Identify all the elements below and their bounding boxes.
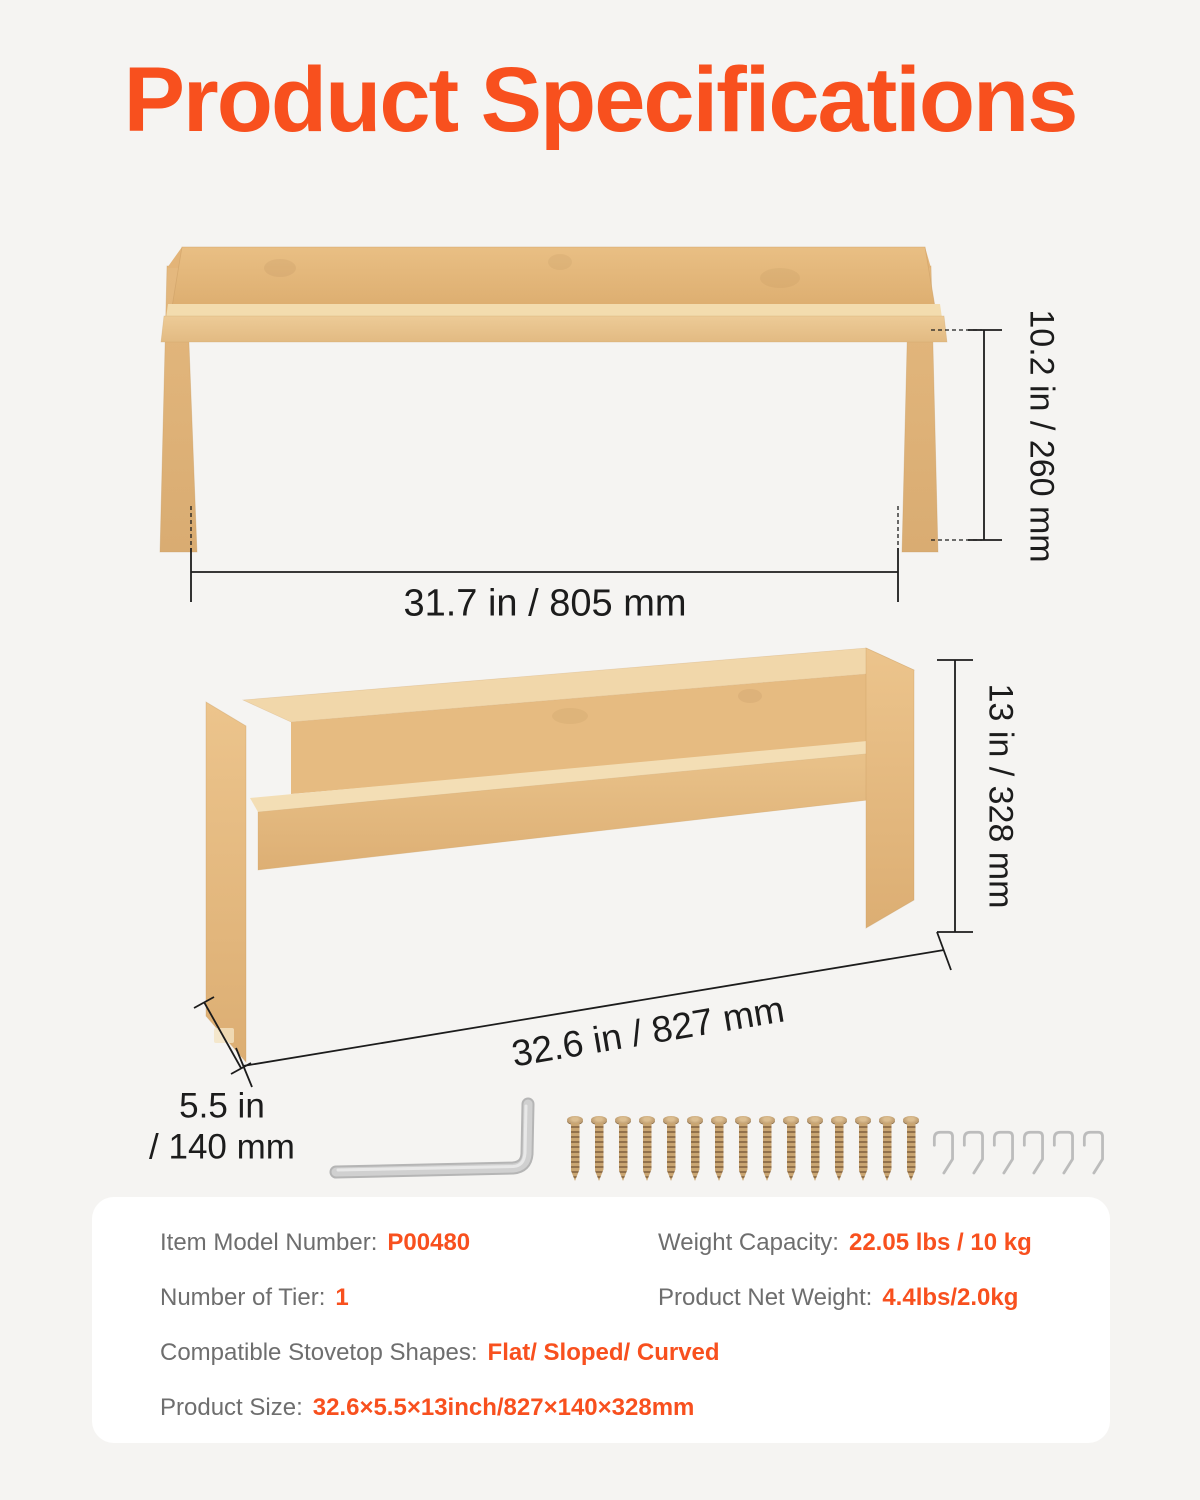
screw-icon xyxy=(687,1116,703,1182)
screw-icon xyxy=(735,1116,751,1182)
screw-icon xyxy=(855,1116,871,1182)
front-height-dimension-label: 10.2 in / 260 mm xyxy=(1022,309,1061,563)
screw-icon xyxy=(807,1116,823,1182)
spec-item-stovetop-shapes xyxy=(160,1339,720,1367)
screw-icon xyxy=(759,1116,775,1182)
hook-icon xyxy=(930,1116,956,1178)
spec-item-net-weight xyxy=(658,1284,1018,1312)
screw-icon xyxy=(903,1116,919,1182)
spec-label: Weight Capacity: xyxy=(658,1229,839,1256)
allen-wrench-icon xyxy=(328,1094,543,1189)
hook-icon xyxy=(990,1116,1016,1178)
spec-item-number-of-tier xyxy=(160,1284,349,1312)
hook-icon xyxy=(1050,1116,1076,1178)
screw-icon xyxy=(639,1116,655,1182)
screw-icon xyxy=(831,1116,847,1182)
spec-value: P00480 xyxy=(387,1229,471,1256)
spec-item-model-number xyxy=(160,1229,470,1257)
screw-icon xyxy=(567,1116,583,1182)
depth-dimension-line2: / 140 mm xyxy=(149,1127,295,1166)
spec-item-weight-capacity xyxy=(658,1229,1032,1257)
screw-icon xyxy=(783,1116,799,1182)
screw-icon xyxy=(615,1116,631,1182)
spec-label: Number of Tier: xyxy=(160,1284,326,1311)
screw-icon xyxy=(591,1116,607,1182)
spec-value: Flat/ Sloped/ Curved xyxy=(487,1339,720,1366)
depth-dimension-label xyxy=(149,1086,295,1167)
spec-value: 4.4lbs/2.0kg xyxy=(882,1284,1019,1311)
spec-label: Product Size: xyxy=(160,1394,303,1421)
spec-value: 32.6×5.5×13inch/827×140×328mm xyxy=(312,1394,695,1421)
screw-icon xyxy=(663,1116,679,1182)
hook-icon xyxy=(1080,1116,1106,1178)
hook-icon xyxy=(960,1116,986,1178)
spec-value: 22.05 lbs / 10 kg xyxy=(848,1229,1032,1256)
spec-label: Compatible Stovetop Shapes: xyxy=(160,1339,478,1366)
spec-card xyxy=(92,1197,1110,1443)
front-width-dimension-label: 31.7 in / 805 mm xyxy=(403,582,687,625)
depth-dimension-line1: 5.5 in xyxy=(179,1086,265,1126)
spec-label: Item Model Number: xyxy=(160,1229,378,1256)
angle-width-dimension-label: 32.6 in / 827 mm xyxy=(508,988,788,1075)
page-title: Product Specifications xyxy=(123,49,1077,151)
angle-height-dimension-label: 13 in / 328 mm xyxy=(981,683,1020,909)
spec-value: 1 xyxy=(335,1284,349,1311)
hook-icon xyxy=(1020,1116,1046,1178)
shelf-angle-view-image xyxy=(190,630,970,1080)
screw-icon xyxy=(711,1116,727,1182)
hooks-row xyxy=(930,1116,1106,1178)
shelf-front-view-image xyxy=(140,230,960,570)
spec-item-product-size xyxy=(160,1394,694,1422)
screw-icon xyxy=(879,1116,895,1182)
spec-label: Product Net Weight: xyxy=(658,1284,873,1311)
screws-row xyxy=(567,1116,919,1182)
